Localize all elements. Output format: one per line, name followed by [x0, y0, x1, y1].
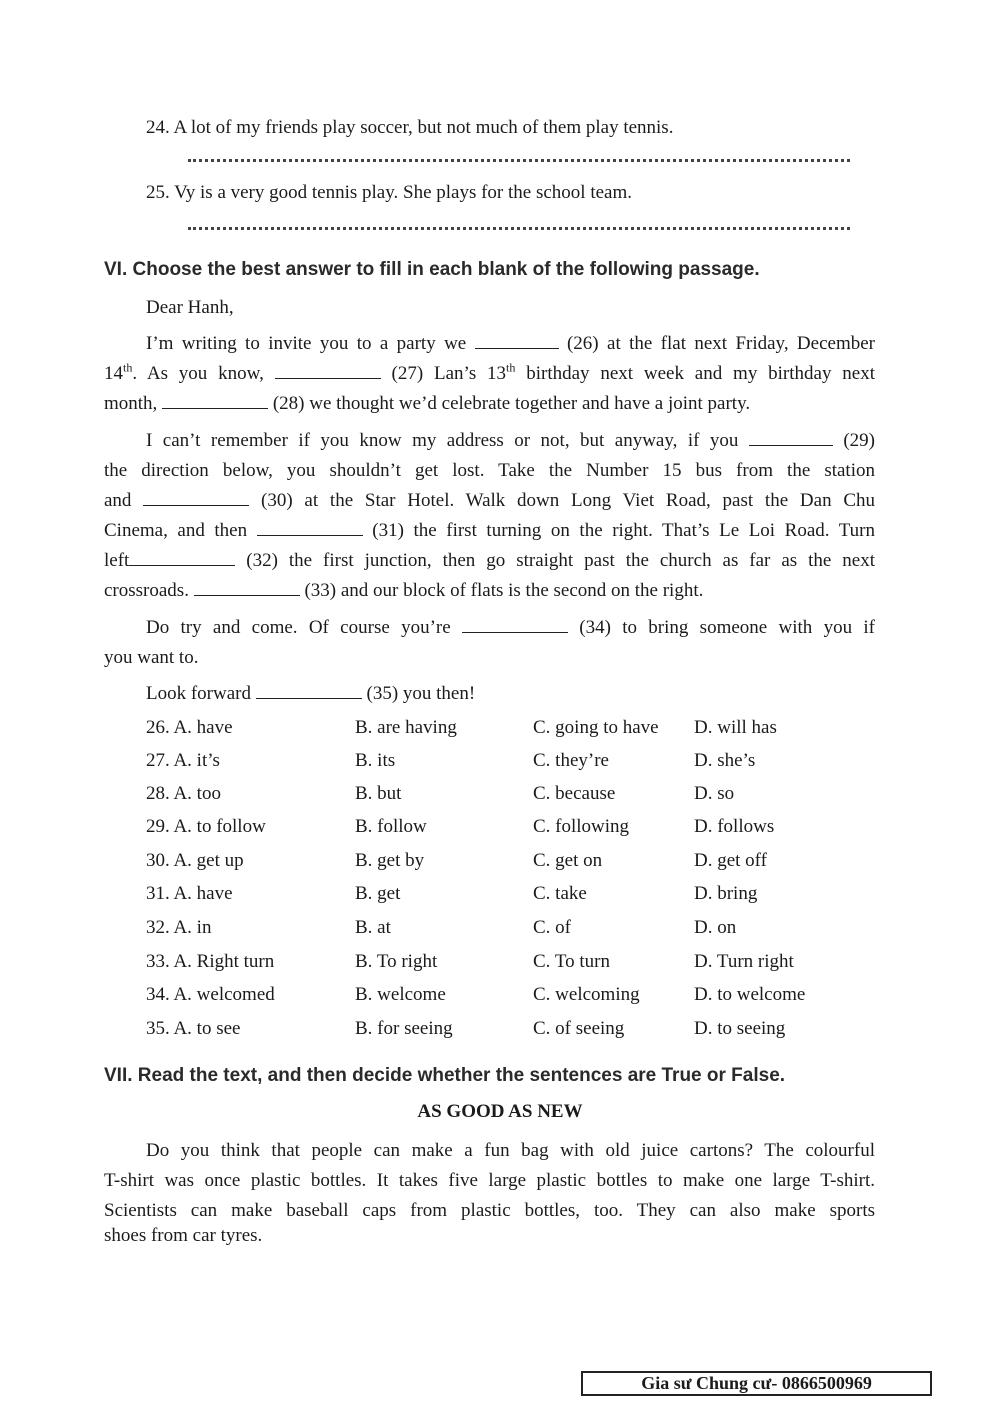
option-d[interactable]: D. bring — [694, 883, 758, 904]
blank-27[interactable] — [275, 360, 381, 379]
section-7-heading: VII. Read the text, and then decide whether the sentences are True or False. — [104, 1065, 786, 1086]
option-b[interactable]: B. get — [355, 883, 401, 904]
blank-34[interactable] — [462, 614, 568, 633]
letter-closing: Look forward (35) you then! — [146, 680, 475, 706]
option-a[interactable]: 29. A. to follow — [146, 816, 266, 837]
option-a[interactable]: 35. A. to see — [146, 1018, 241, 1039]
option-b[interactable]: B. get by — [355, 850, 425, 871]
option-c[interactable]: C. because — [533, 783, 616, 804]
option-d[interactable]: D. follows — [694, 816, 775, 837]
option-a[interactable]: 27. A. it’s — [146, 750, 220, 771]
blank-26[interactable] — [475, 330, 559, 349]
option-c[interactable]: C. of — [533, 917, 571, 938]
passage-line: crossroads. (33) and our block of flats is the second on the right. — [104, 576, 875, 606]
question-25: 25. Vy is a very good tennis play. She plays for the school team. — [146, 182, 633, 203]
option-b[interactable]: B. To right — [355, 951, 438, 972]
blank-28[interactable] — [162, 390, 268, 409]
option-a[interactable]: 33. A. Right turn — [146, 951, 275, 972]
passage-line: the direction below, you shouldn’t get lost. Take the Number 15 bus from the station — [104, 460, 875, 481]
option-d[interactable]: D. so — [694, 783, 735, 804]
option-d[interactable]: D. to welcome — [694, 984, 806, 1005]
section-6-heading: VI. Choose the best answer to fill in each blank of the following passage. — [104, 259, 760, 280]
option-d[interactable]: D. to seeing — [694, 1018, 786, 1039]
option-b[interactable]: B. welcome — [355, 984, 446, 1005]
reading-line: T-shirt was once plastic bottles. It takes five large plastic bottles to make one large T-shirt. — [104, 1170, 875, 1191]
letter-greeting: Dear Hanh, — [146, 297, 234, 318]
option-b[interactable]: B. but — [355, 783, 402, 804]
option-b[interactable]: B. for seeing — [355, 1018, 453, 1039]
option-c[interactable]: C. of seeing — [533, 1018, 625, 1039]
passage-line: I can’t remember if you know my address or not, but anyway, if you (29) — [104, 426, 875, 456]
blank-31[interactable] — [257, 517, 363, 536]
passage-line: Cinema, and then (31) the first turning on the right. That’s Le Loi Road. Turn — [104, 516, 875, 546]
option-d[interactable]: D. on — [694, 917, 737, 938]
option-b[interactable]: B. its — [355, 750, 396, 771]
option-c[interactable]: C. To turn — [533, 951, 610, 972]
blank-35[interactable] — [256, 680, 362, 699]
option-b[interactable]: B. are having — [355, 717, 457, 738]
option-c[interactable]: C. following — [533, 816, 630, 837]
blank-30[interactable] — [143, 487, 249, 506]
reading-title: AS GOOD AS NEW — [417, 1101, 583, 1122]
passage-line: you want to. — [104, 647, 199, 668]
question-24: 24. A lot of my friends play soccer, but not much of them play tennis. — [146, 117, 674, 138]
reading-line: Do you think that people can make a fun bag with old juice cartons? The colourful — [146, 1140, 875, 1161]
option-a[interactable]: 31. A. have — [146, 883, 233, 904]
answer-line-25[interactable] — [188, 220, 850, 230]
reading-line: shoes from car tyres. — [104, 1225, 263, 1246]
passage-line: left (32) the first junction, then go straight past the church as far as the next — [104, 546, 875, 576]
passage-line: Do try and come. Of course you’re (34) to bring someone with you if — [104, 613, 875, 643]
option-c[interactable]: C. welcoming — [533, 984, 640, 1005]
option-c[interactable]: C. take — [533, 883, 587, 904]
reading-line: Scientists can make baseball caps from plastic bottles, too. They can also make sports — [104, 1200, 875, 1221]
option-c[interactable]: C. going to have — [533, 717, 659, 738]
option-b[interactable]: B. at — [355, 917, 391, 938]
answer-line-24[interactable] — [188, 152, 850, 162]
option-d[interactable]: D. Turn right — [694, 951, 794, 972]
option-a[interactable]: 32. A. in — [146, 917, 212, 938]
blank-29[interactable] — [749, 427, 833, 446]
passage-line: and (30) at the Star Hotel. Walk down Long Viet Road, past the Dan Chu — [104, 486, 875, 516]
option-c[interactable]: C. get on — [533, 850, 603, 871]
option-a[interactable]: 26. A. have — [146, 717, 233, 738]
blank-33[interactable] — [194, 577, 300, 596]
option-d[interactable]: D. she’s — [694, 750, 756, 771]
option-b[interactable]: B. follow — [355, 816, 427, 837]
option-c[interactable]: C. they’re — [533, 750, 609, 771]
footer-credit: Gia sư Chung cư- 0866500969 — [581, 1371, 932, 1396]
option-a[interactable]: 30. A. get up — [146, 850, 244, 871]
option-a[interactable]: 34. A. welcomed — [146, 984, 275, 1005]
passage-line: month, (28) we thought we’d celebrate together and have a joint party. — [104, 389, 875, 419]
option-d[interactable]: D. will has — [694, 717, 777, 738]
passage-line: I’m writing to invite you to a party we (26) at the flat next Friday, December — [104, 329, 875, 359]
blank-32[interactable] — [129, 547, 235, 566]
passage-line: 14th. As you know, (27) Lan’s 13th birthday next week and my birthday next — [104, 360, 876, 384]
option-a[interactable]: 28. A. too — [146, 783, 221, 804]
option-d[interactable]: D. get off — [694, 850, 767, 871]
